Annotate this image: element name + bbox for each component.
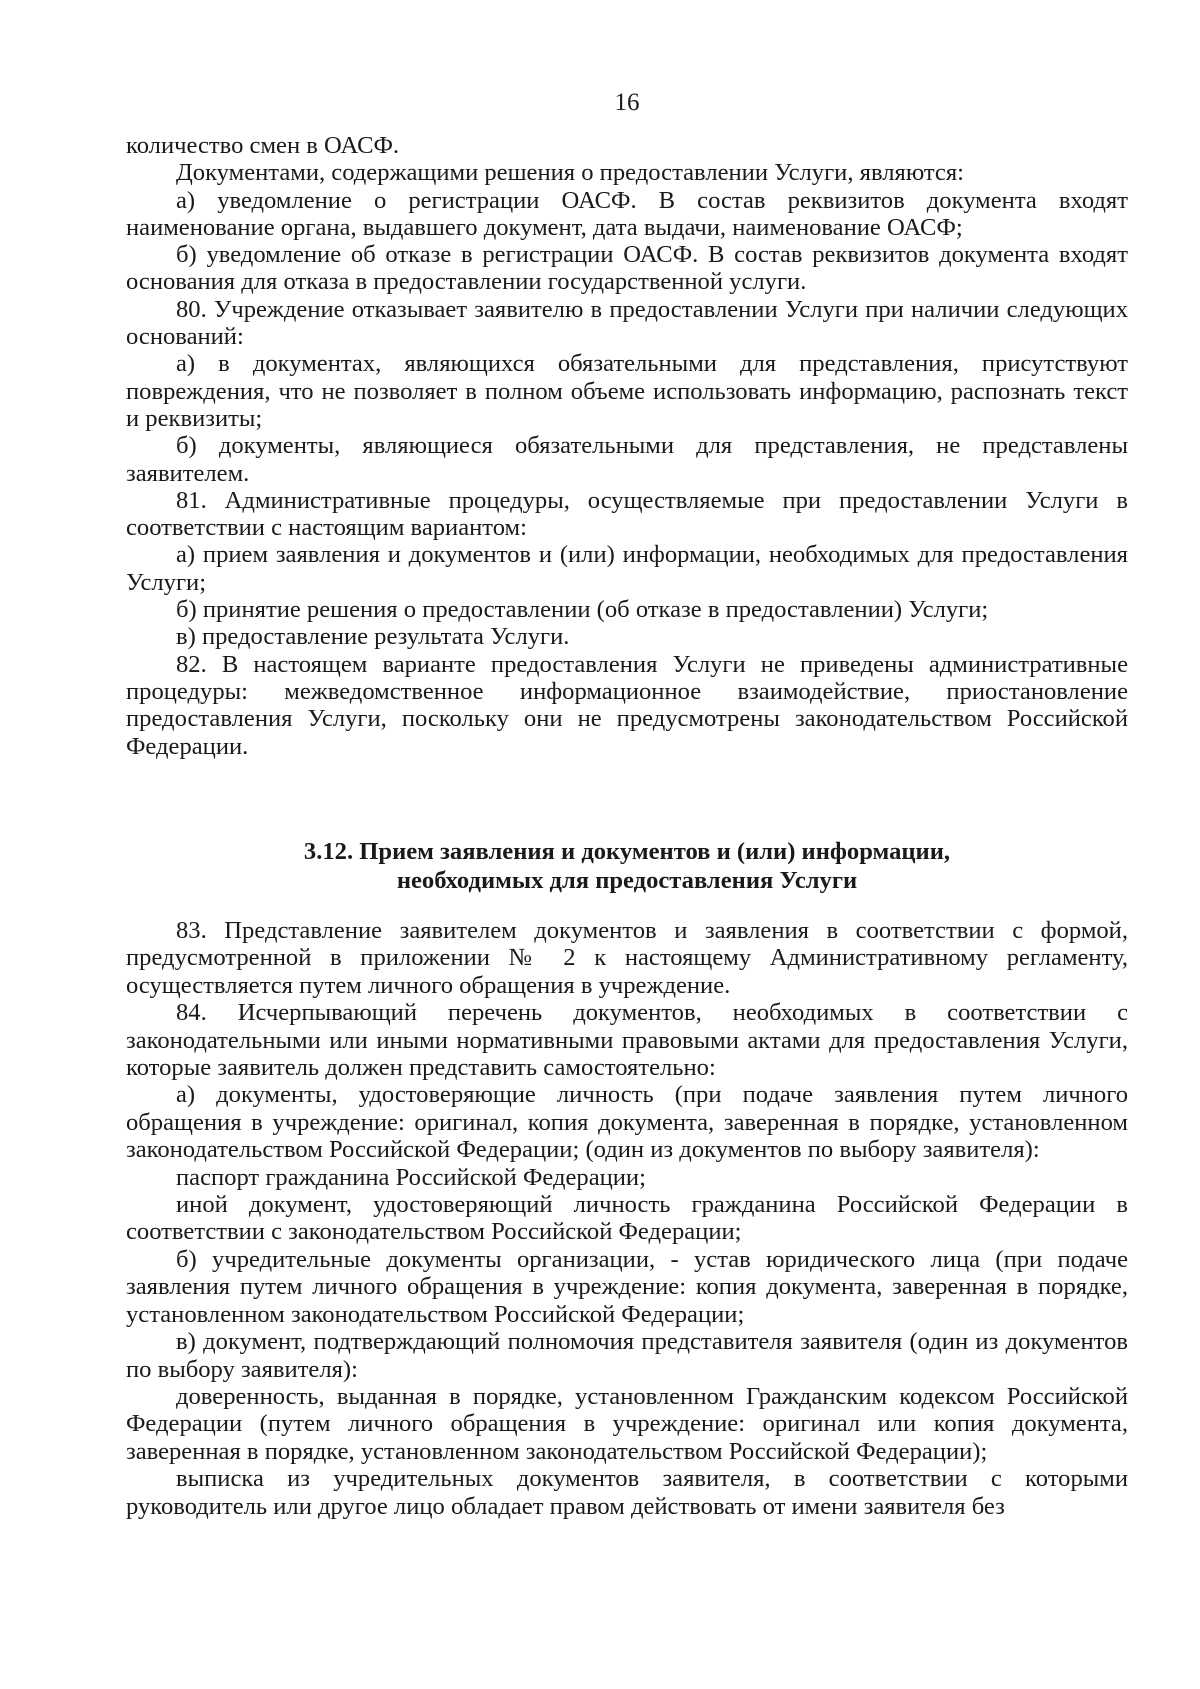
paragraph: доверенность, выданная в порядке, установленном Гражданским кодексом Российской Федерации (путем личного обращения в учреждение: оригинал или копия документа, заверенная в порядке, установленном законодательством Российской Федерации); [126, 1382, 1128, 1465]
paragraph: Документами, содержащими решения о предоставлении Услуги, являются: [176, 159, 964, 187]
paragraph: а) документы, удостоверяющие личность (при подаче заявления путем личного обращения в учреждение: оригинал, копия документа, заверенная в порядке, установленном законодательством Российской Федерации; (один из документов по выбору заявителя): [126, 1081, 1128, 1164]
paragraph: количество смен в ОАСФ. [126, 132, 400, 159]
paragraph: 80. Учреждение отказывает заявителю в предоставлении Услуги при наличии следующих оснований: [126, 295, 1128, 351]
paragraph: а) прием заявления и документов и (или) информации, необходимых для предоставления Услуги; [126, 541, 1128, 596]
paragraph: 81. Административные процедуры, осуществляемые при предоставлении Услуги в соответствии с настоящим вариантом: [126, 486, 1128, 542]
paragraph: паспорт гражданина Российской Федерации; [176, 1163, 646, 1191]
paragraph: 82. В настоящем варианте предоставления Услуги не приведены административные процедуры: межведомственное информационное взаимодействие, приостановление предоставления Услуги, поскольку они не предусмотрены законодательством Российской Федерации. [126, 650, 1128, 760]
paragraph: 84. Исчерпывающий перечень документов, необходимых в соответствии с законодательными или иными нормативными правовыми актами для предоставления Услуги, которые заявитель должен представить самостоятельно: [126, 999, 1128, 1082]
body-section-bottom [126, 917, 1128, 1520]
paragraph: выписка из учредительных документов заявителя, в соответствии с которыми руководитель или другое лицо обладает правом действовать от имени заявителя без [126, 1465, 1128, 1520]
paragraph: в) документ, подтверждающий полномочия представителя заявителя (один из документов по выбору заявителя): [126, 1328, 1128, 1383]
section-heading-line: необходимых для предоставления Услуги [396, 867, 858, 894]
paragraph: 83. Представление заявителем документов и заявления в соответствии с формой, предусмотренной в приложении № 2 к настоящему Административному регламенту, осуществляется путем личного обращения в учреждение. [126, 917, 1128, 999]
paragraph: б) уведомление об отказе в регистрации ОАСФ. В состав реквизитов документа входят основания для отказа в предоставлении государственной услуги. [126, 241, 1128, 296]
section-heading [126, 837, 1128, 895]
paragraph: б) принятие решения о предоставлении (об отказе в предоставлении) Услуги; [176, 596, 989, 624]
page-number: 16 [614, 89, 640, 116]
paragraph: а) уведомление о регистрации ОАСФ. В состав реквизитов документа входят наименование органа, выдавшего документ, дата выдачи, наименование ОАСФ; [126, 186, 1128, 241]
paragraph: б) документы, являющиеся обязательными для представления, не представлены заявителем. [126, 432, 1128, 487]
paragraph: в) предоставление результата Услуги. [176, 623, 570, 651]
paragraph: б) учредительные документы организации, - устав юридического лица (при подаче заявления путем личного обращения в учреждение: копия документа, заверенная в порядке, установленном законодательством Российской Федерации; [126, 1245, 1128, 1328]
body-section-top [126, 132, 1128, 760]
section-heading-line: 3.12. Прием заявления и документов и (или) информации, [303, 838, 951, 865]
paragraph: иной документ, удостоверяющий личность гражданина Российской Федерации в соответствии с законодательством Российской Федерации; [126, 1191, 1128, 1246]
paragraph: а) в документах, являющихся обязательными для представления, присутствуют повреждения, что не позволяет в полном объеме использовать информацию, распознать текст и реквизиты; [126, 350, 1128, 432]
